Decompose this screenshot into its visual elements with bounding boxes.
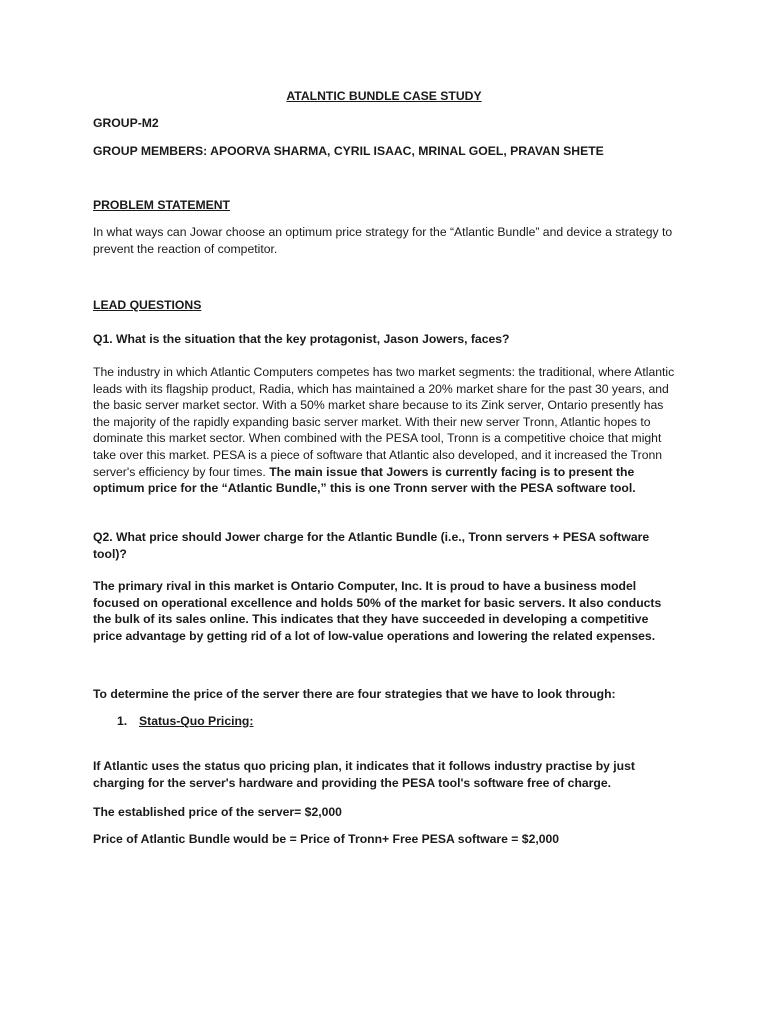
answer-1-text: The industry in which Atlantic Computers competes has two market segments: the traditional, where Atlantic leads with its flagship product, Radia, which has maintained a 20% market share for the past 30 years, and the basic server market sector. With a 50% market share because to its Zink server, Ontario presently has the majority of the rapidly expanding basic server market. With their new server Tronn, Atlantic hopes to dominate this market sector. When combined with the PESA tool, Tronn is a competitive choice that might take over this market. PESA is a piece of software that Atlantic also developed, and it increased the Tronn server's efficiency by four times. (93, 365, 675, 479)
list-number: 1. (117, 714, 128, 728)
answer-1 (93, 364, 678, 497)
group-members: GROUP MEMBERS: APOORVA SHARMA, CYRIL ISAAC, MRINAL GOEL, PRAVAN SHETE (93, 144, 604, 158)
established-price: The established price of the server= $2,000 (93, 805, 342, 819)
problem-statement-text: In what ways can Jowar choose an optimum price strategy for the “Atlantic Bundle” and device a strategy to prevent the reaction of competitor. (93, 225, 673, 256)
document-title: ATALNTIC BUNDLE CASE STUDY (286, 89, 482, 103)
group-label: GROUP-M2 (93, 116, 159, 130)
status-quo-text: If Atlantic uses the status quo pricing plan, it indicates that it follows industry practise by just charging for the server's hardware and providing the PESA tool's software free of charge. (93, 759, 635, 790)
bundle-price: Price of Atlantic Bundle would be = Price of Tronn+ Free PESA software = $2,000 (93, 832, 560, 846)
answer-2: The primary rival in this market is Ontario Computer, Inc. It is proud to have a business model focused on operational excellence and holds 50% of the market for basic servers. It also conducts the bulk of its sales online. This indicates that they have succeeded in developing a competitive price advantage by getting rid of a lot of low-value operations and lowering the related expenses. (93, 579, 662, 643)
strategy-list-item (117, 713, 253, 730)
list-item-label: Status-Quo Pricing: (139, 714, 254, 728)
question-2: Q2. What price should Jower charge for the Atlantic Bundle (i.e., Tronn servers + PESA software tool)? (93, 530, 650, 561)
strategies-intro: To determine the price of the server there are four strategies that we have to look through: (93, 687, 616, 701)
problem-statement-heading: PROBLEM STATEMENT (93, 198, 230, 212)
question-1: Q1. What is the situation that the key protagonist, Jason Jowers, faces? (93, 332, 510, 346)
answer-1-main-issue: The main issue that Jowers is currently facing is to present the optimum price for the “Atlantic Bundle,” this is one Tronn server with the PESA software tool. (93, 464, 636, 496)
lead-questions-heading: LEAD QUESTIONS (93, 298, 202, 312)
